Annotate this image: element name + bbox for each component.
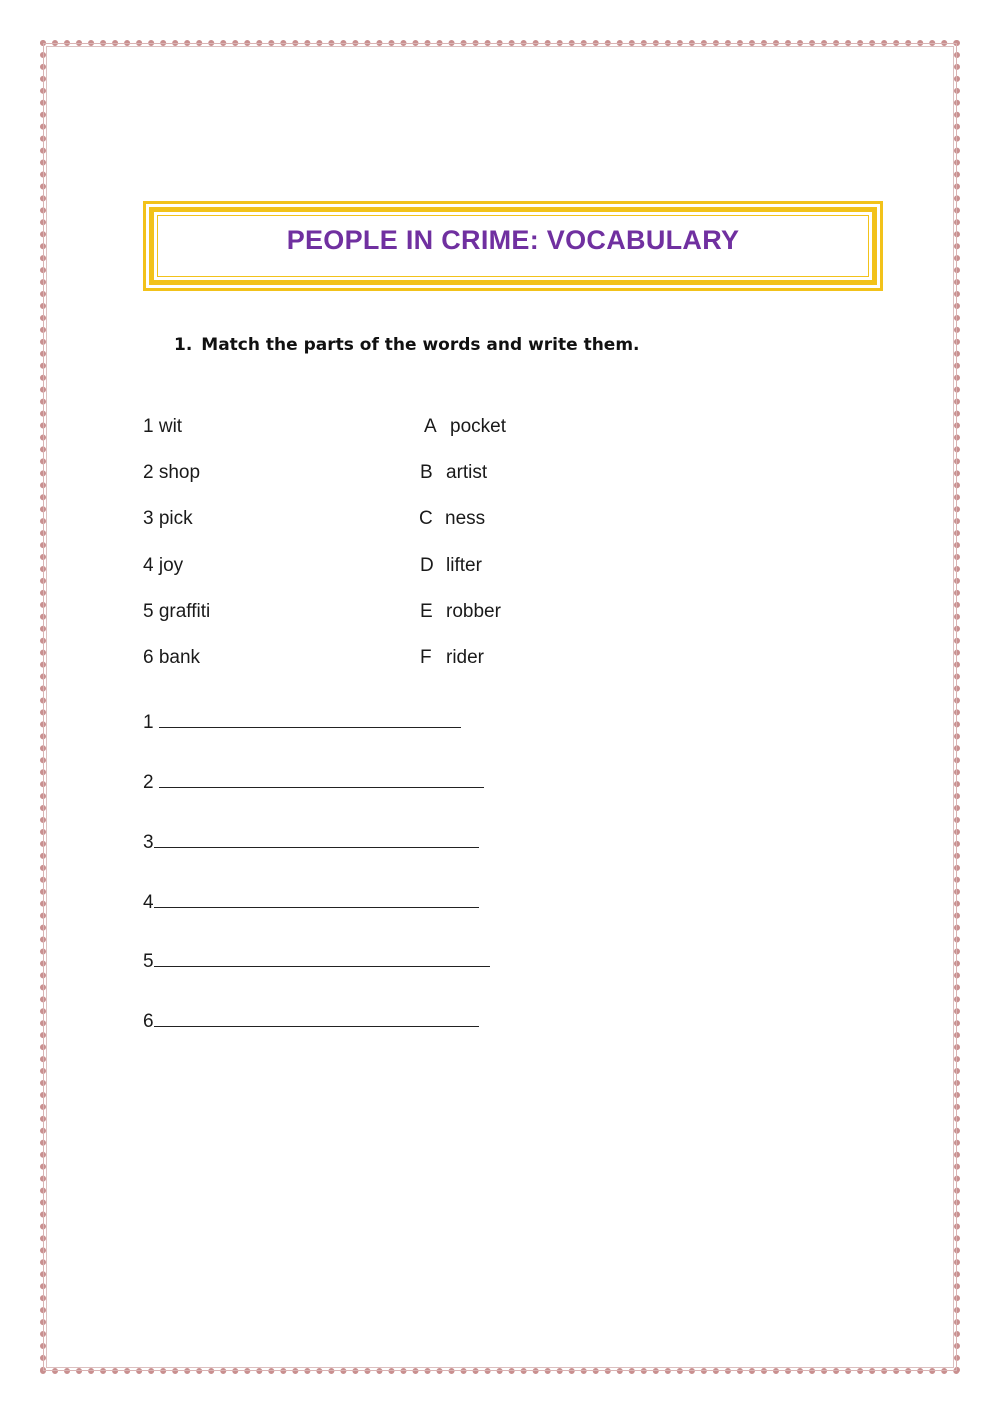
left-word-5: 5 graffiti xyxy=(143,601,211,622)
answer-blank[interactable] xyxy=(159,707,461,728)
right-word-c xyxy=(419,508,485,530)
answer-number: 4 xyxy=(143,892,154,913)
right-word-letter: D xyxy=(420,555,434,576)
right-word-text: ness xyxy=(445,508,486,529)
exercise-number: 1. xyxy=(174,335,193,355)
right-word-text: robber xyxy=(446,601,501,622)
answer-number: 2 xyxy=(143,772,159,793)
right-word-letter: C xyxy=(419,508,433,529)
left-word-2: 2 shop xyxy=(143,462,201,483)
right-word-letter: E xyxy=(420,601,433,622)
page-title: PEOPLE IN CRIME: VOCABULARY xyxy=(286,224,740,255)
title-box xyxy=(143,201,883,291)
title-frame-inner xyxy=(157,215,869,277)
right-word-text: pocket xyxy=(450,416,506,437)
answer-line-2[interactable] xyxy=(143,767,484,794)
answer-line-4[interactable] xyxy=(143,887,479,914)
answer-line-1[interactable] xyxy=(143,707,461,734)
answer-line-3[interactable] xyxy=(143,827,479,854)
exercise-instruction-text: Match the parts of the words and write them. xyxy=(201,335,640,355)
left-word-4: 4 joy xyxy=(143,555,184,576)
left-word-3: 3 pick xyxy=(143,508,193,529)
left-word-6: 6 bank xyxy=(143,647,201,668)
answer-blank[interactable] xyxy=(159,767,484,788)
right-word-text: artist xyxy=(446,462,488,483)
answer-blank[interactable] xyxy=(154,1006,479,1027)
right-word-e xyxy=(420,601,501,623)
answer-blank[interactable] xyxy=(154,946,490,967)
right-word-a xyxy=(424,416,506,438)
right-word-letter: B xyxy=(420,462,433,483)
left-word-1: 1 wit xyxy=(143,416,183,437)
answer-number: 3 xyxy=(143,832,154,853)
answer-blank[interactable] xyxy=(154,887,479,908)
answer-line-6[interactable] xyxy=(143,1006,479,1033)
answer-number: 6 xyxy=(143,1011,154,1032)
right-word-f xyxy=(420,647,484,669)
exercise-instruction xyxy=(174,335,640,355)
right-word-b xyxy=(420,462,487,484)
right-word-letter: A xyxy=(424,416,437,437)
right-word-text: rider xyxy=(446,647,485,668)
right-word-letter: F xyxy=(420,647,432,668)
answer-number: 1 xyxy=(143,712,159,733)
answer-blank[interactable] xyxy=(154,827,479,848)
answer-number: 5 xyxy=(143,951,154,972)
answer-line-5[interactable] xyxy=(143,946,490,973)
right-word-text: lifter xyxy=(446,555,482,576)
right-word-d xyxy=(420,555,482,577)
